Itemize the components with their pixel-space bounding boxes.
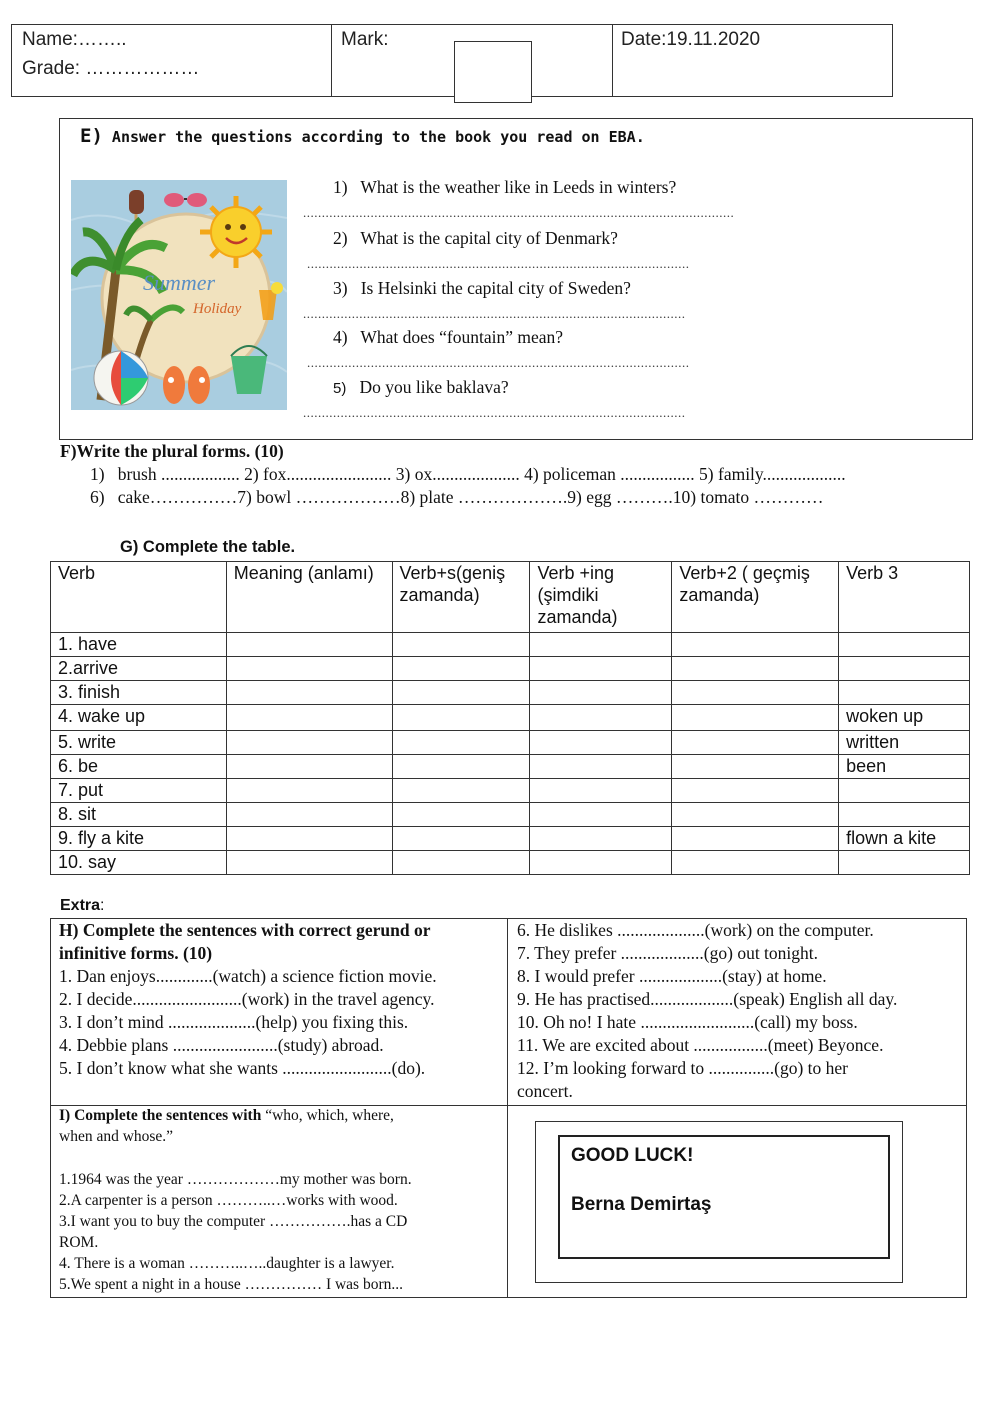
verb-cell: 3. finish [51, 681, 227, 705]
mark-label: Mark: [341, 29, 389, 50]
verb-cell: 10. say [51, 851, 227, 875]
verb-3-cell[interactable] [839, 657, 970, 681]
verb-s-cell[interactable] [392, 731, 530, 755]
question-text: What is the weather like in Leeds in winters? [360, 177, 677, 197]
table-row [51, 827, 970, 851]
verb-2-cell[interactable] [672, 827, 839, 851]
h-sentence-12[interactable]: 12. I’m looking forward to ...............(go) to her [517, 1058, 848, 1078]
verb-s-cell[interactable] [392, 633, 530, 657]
verb-3-cell[interactable] [839, 779, 970, 803]
extra-sections-box [50, 918, 967, 1298]
i-sentence-3[interactable]: 3.I want you to buy the computer …………….has a CD [59, 1213, 408, 1230]
header-verb: Verb [51, 562, 227, 633]
section-i-title-rest: “who, which, where, [261, 1107, 394, 1124]
name-grade-cell [12, 25, 332, 96]
meaning-cell[interactable] [226, 803, 392, 827]
i-sentence-3-cont: ROM. [59, 1234, 99, 1251]
meaning-cell[interactable] [226, 755, 392, 779]
h-sentence-1[interactable]: 1. Dan enjoys.............(watch) a science fiction movie. [59, 966, 437, 986]
i-sentence-5[interactable]: 5.We spent a night in a house …………… I was born... [59, 1276, 404, 1293]
verb-2-cell[interactable] [672, 657, 839, 681]
verb-ing-cell[interactable] [530, 705, 672, 731]
question-2 [333, 228, 618, 249]
i-sentence-1[interactable]: 1.1964 was the year ………………my mother was born. [59, 1171, 412, 1188]
verb-ing-cell[interactable] [530, 779, 672, 803]
verb-3-cell[interactable] [839, 851, 970, 875]
verb-ing-cell[interactable] [530, 681, 672, 705]
section-i-title-bold: I) Complete the sentences with [59, 1107, 262, 1124]
meaning-cell[interactable] [226, 779, 392, 803]
verb-s-cell[interactable] [392, 755, 530, 779]
h-sentence-7[interactable]: 7. They prefer ...................(go) out tonight. [517, 943, 819, 963]
header-verb-2: Verb+2 ( geçmiş zamanda) [672, 562, 839, 633]
verb-table [50, 561, 970, 875]
section-h-title-2: infinitive forms. (10) [59, 943, 213, 963]
table-row [51, 755, 970, 779]
meaning-cell[interactable] [226, 633, 392, 657]
verb-cell: 2.arrive [51, 657, 227, 681]
verb-ing-cell[interactable] [530, 633, 672, 657]
header-verb-3: Verb 3 [839, 562, 970, 633]
good-luck-inner-box [558, 1135, 890, 1259]
date-label: Date:19.11.2020 [621, 29, 761, 50]
holiday-image-text: Holiday [193, 301, 242, 317]
author-name: Berna Demirtaş [571, 1194, 712, 1215]
verb-ing-cell[interactable] [530, 827, 672, 851]
section-i-title-2: when and whose.” [59, 1128, 174, 1145]
h-sentence-4[interactable]: 4. Debbie plans ........................(study) abroad. [59, 1035, 384, 1055]
h-sentence-5[interactable]: 5. I don’t know what she wants .........................(do). [59, 1058, 426, 1078]
verb-ing-cell[interactable] [530, 803, 672, 827]
verb-3-cell[interactable]: woken up [839, 705, 970, 731]
mark-cell [332, 25, 613, 96]
verb-2-cell[interactable] [672, 803, 839, 827]
summer-image-text: Summer [143, 270, 216, 295]
question-3 [333, 278, 631, 299]
section-h-title-1: H) Complete the sentences with correct gerund or [59, 920, 431, 940]
verb-2-cell[interactable] [672, 731, 839, 755]
verb-cell: 8. sit [51, 803, 227, 827]
column-divider [507, 919, 508, 1297]
verb-s-cell[interactable] [392, 681, 530, 705]
verb-s-cell[interactable] [392, 851, 530, 875]
question-number: 5) [333, 380, 347, 397]
verb-cell: 4. wake up [51, 705, 227, 731]
verb-3-cell[interactable]: flown a kite [839, 827, 970, 851]
meaning-cell[interactable] [226, 657, 392, 681]
h-sentence-9[interactable]: 9. He has practised...................(speak) English all day. [517, 989, 898, 1009]
verb-2-cell[interactable] [672, 851, 839, 875]
extra-colon: : [100, 897, 105, 914]
verb-2-cell[interactable] [672, 779, 839, 803]
question-text: Do you like baklava? [359, 377, 509, 397]
question-text: What is the capital city of Denmark? [360, 228, 618, 248]
h-sentence-11[interactable]: 11. We are excited about .................(meet) Beyonce. [517, 1035, 884, 1055]
section-e-instruction: Answer the questions according to the book you read on EBA. [111, 128, 645, 146]
table-row [51, 633, 970, 657]
verb-3-cell[interactable] [839, 633, 970, 657]
date-cell [613, 25, 892, 96]
h-sentence-12-cont: concert. [517, 1081, 573, 1101]
table-row [51, 705, 970, 731]
table-row [51, 851, 970, 875]
table-row [51, 731, 970, 755]
h-sentence-6[interactable]: 6. He dislikes ....................(work) on the computer. [517, 920, 874, 940]
question-text: What does “fountain” mean? [360, 327, 564, 347]
verb-2-cell[interactable] [672, 755, 839, 779]
question-5 [333, 377, 509, 398]
plural-line-2 [90, 487, 823, 508]
verb-2-cell[interactable] [672, 705, 839, 731]
beach-ball-icon [94, 351, 148, 405]
verb-s-cell[interactable] [392, 803, 530, 827]
verb-3-cell[interactable]: written [839, 731, 970, 755]
plural-line-number: 1) [90, 464, 105, 484]
verb-cell: 9. fly a kite [51, 827, 227, 851]
verb-s-cell[interactable] [392, 705, 530, 731]
header-verb-s: Verb+s(geniş zamanda) [392, 562, 530, 633]
mark-box[interactable] [454, 41, 532, 103]
answer-line-1[interactable]: ................................................................................................................... [303, 205, 735, 220]
answer-line-3[interactable]: ...................................................................................................... [303, 306, 686, 321]
name-field[interactable]: Name:…….. [22, 29, 127, 50]
i-sentence-4[interactable]: 4. There is a woman ………..…..daughter is a lawyer. [59, 1255, 395, 1272]
plural-line-1 [90, 464, 846, 485]
answer-line-2[interactable]: ...................................................................................................... [307, 256, 690, 271]
answer-line-5[interactable]: ...................................................................................................... [303, 405, 686, 420]
verb-cell: 6. be [51, 755, 227, 779]
verb-s-cell[interactable] [392, 827, 530, 851]
plural-line-text[interactable]: brush .................. 2) fox........................ 3) ox.................... 4) policeman ................. 5) family................... [117, 464, 846, 484]
extra-label [60, 897, 104, 915]
h-sentence-3[interactable]: 3. I don’t mind ....................(help) you fixing this. [59, 1012, 409, 1032]
verb-s-cell[interactable] [392, 657, 530, 681]
plural-line-text[interactable]: cake……………7) bowl ………………8) plate ……………….9) egg ……….10) tomato ………… [117, 487, 824, 507]
section-f-title: F)Write the plural forms. (10) [60, 441, 284, 461]
table-row [51, 803, 970, 827]
verb-2-cell[interactable] [672, 633, 839, 657]
question-number: 3) [333, 278, 348, 298]
header-verb-ing: Verb +ing (şimdiki zamanda) [530, 562, 672, 633]
row-divider [51, 1105, 966, 1106]
verb-3-cell[interactable] [839, 681, 970, 705]
question-number: 2) [333, 228, 348, 248]
question-number: 1) [333, 177, 348, 197]
section-e-title [80, 125, 645, 147]
i-sentence-2[interactable]: 2.A carpenter is a person ………..…works with wood. [59, 1192, 398, 1209]
verb-cell: 1. have [51, 633, 227, 657]
verb-cell: 7. put [51, 779, 227, 803]
meaning-cell[interactable] [226, 851, 392, 875]
verb-ing-cell[interactable] [530, 731, 672, 755]
h-sentence-2[interactable]: 2. I decide.........................(work) in the travel agency. [59, 989, 435, 1009]
table-row [51, 779, 970, 803]
header-meaning: Meaning (anlamı) [226, 562, 392, 633]
plural-line-number: 6) [90, 487, 105, 507]
h-sentence-8[interactable]: 8. I would prefer ...................(stay) at home. [517, 966, 827, 986]
question-text: Is Helsinki the capital city of Sweden? [360, 278, 631, 298]
good-luck-text: GOOD LUCK! [571, 1145, 694, 1166]
meaning-cell[interactable] [226, 705, 392, 731]
section-i-title-1 [59, 1107, 394, 1125]
section-e [59, 118, 973, 440]
verb-ing-cell[interactable] [530, 657, 672, 681]
good-luck-outer-box [535, 1121, 903, 1283]
meaning-cell[interactable] [226, 681, 392, 705]
verb-cell: 5. write [51, 731, 227, 755]
section-e-letter: E) [80, 125, 103, 147]
summer-holiday-illustration [71, 180, 287, 410]
header-box [11, 24, 893, 97]
question-number: 4) [333, 327, 348, 347]
verb-2-cell[interactable] [672, 681, 839, 705]
verb-s-cell[interactable] [392, 779, 530, 803]
grade-field[interactable]: Grade: ……………… [22, 58, 200, 79]
question-1 [333, 177, 676, 198]
table-header-row [51, 562, 970, 633]
meaning-cell[interactable] [226, 827, 392, 851]
verb-ing-cell[interactable] [530, 755, 672, 779]
answer-line-4[interactable]: ...................................................................................................... [307, 355, 690, 370]
verb-3-cell[interactable] [839, 803, 970, 827]
section-g-title: G) Complete the table. [120, 538, 296, 556]
verb-ing-cell[interactable] [530, 851, 672, 875]
meaning-cell[interactable] [226, 731, 392, 755]
question-4 [333, 327, 563, 348]
verb-3-cell[interactable]: been [839, 755, 970, 779]
h-sentence-10[interactable]: 10. Oh no! I hate ..........................(call) my boss. [517, 1012, 858, 1032]
extra-label-text: Extra [60, 897, 101, 914]
table-row [51, 681, 970, 705]
table-row [51, 657, 970, 681]
